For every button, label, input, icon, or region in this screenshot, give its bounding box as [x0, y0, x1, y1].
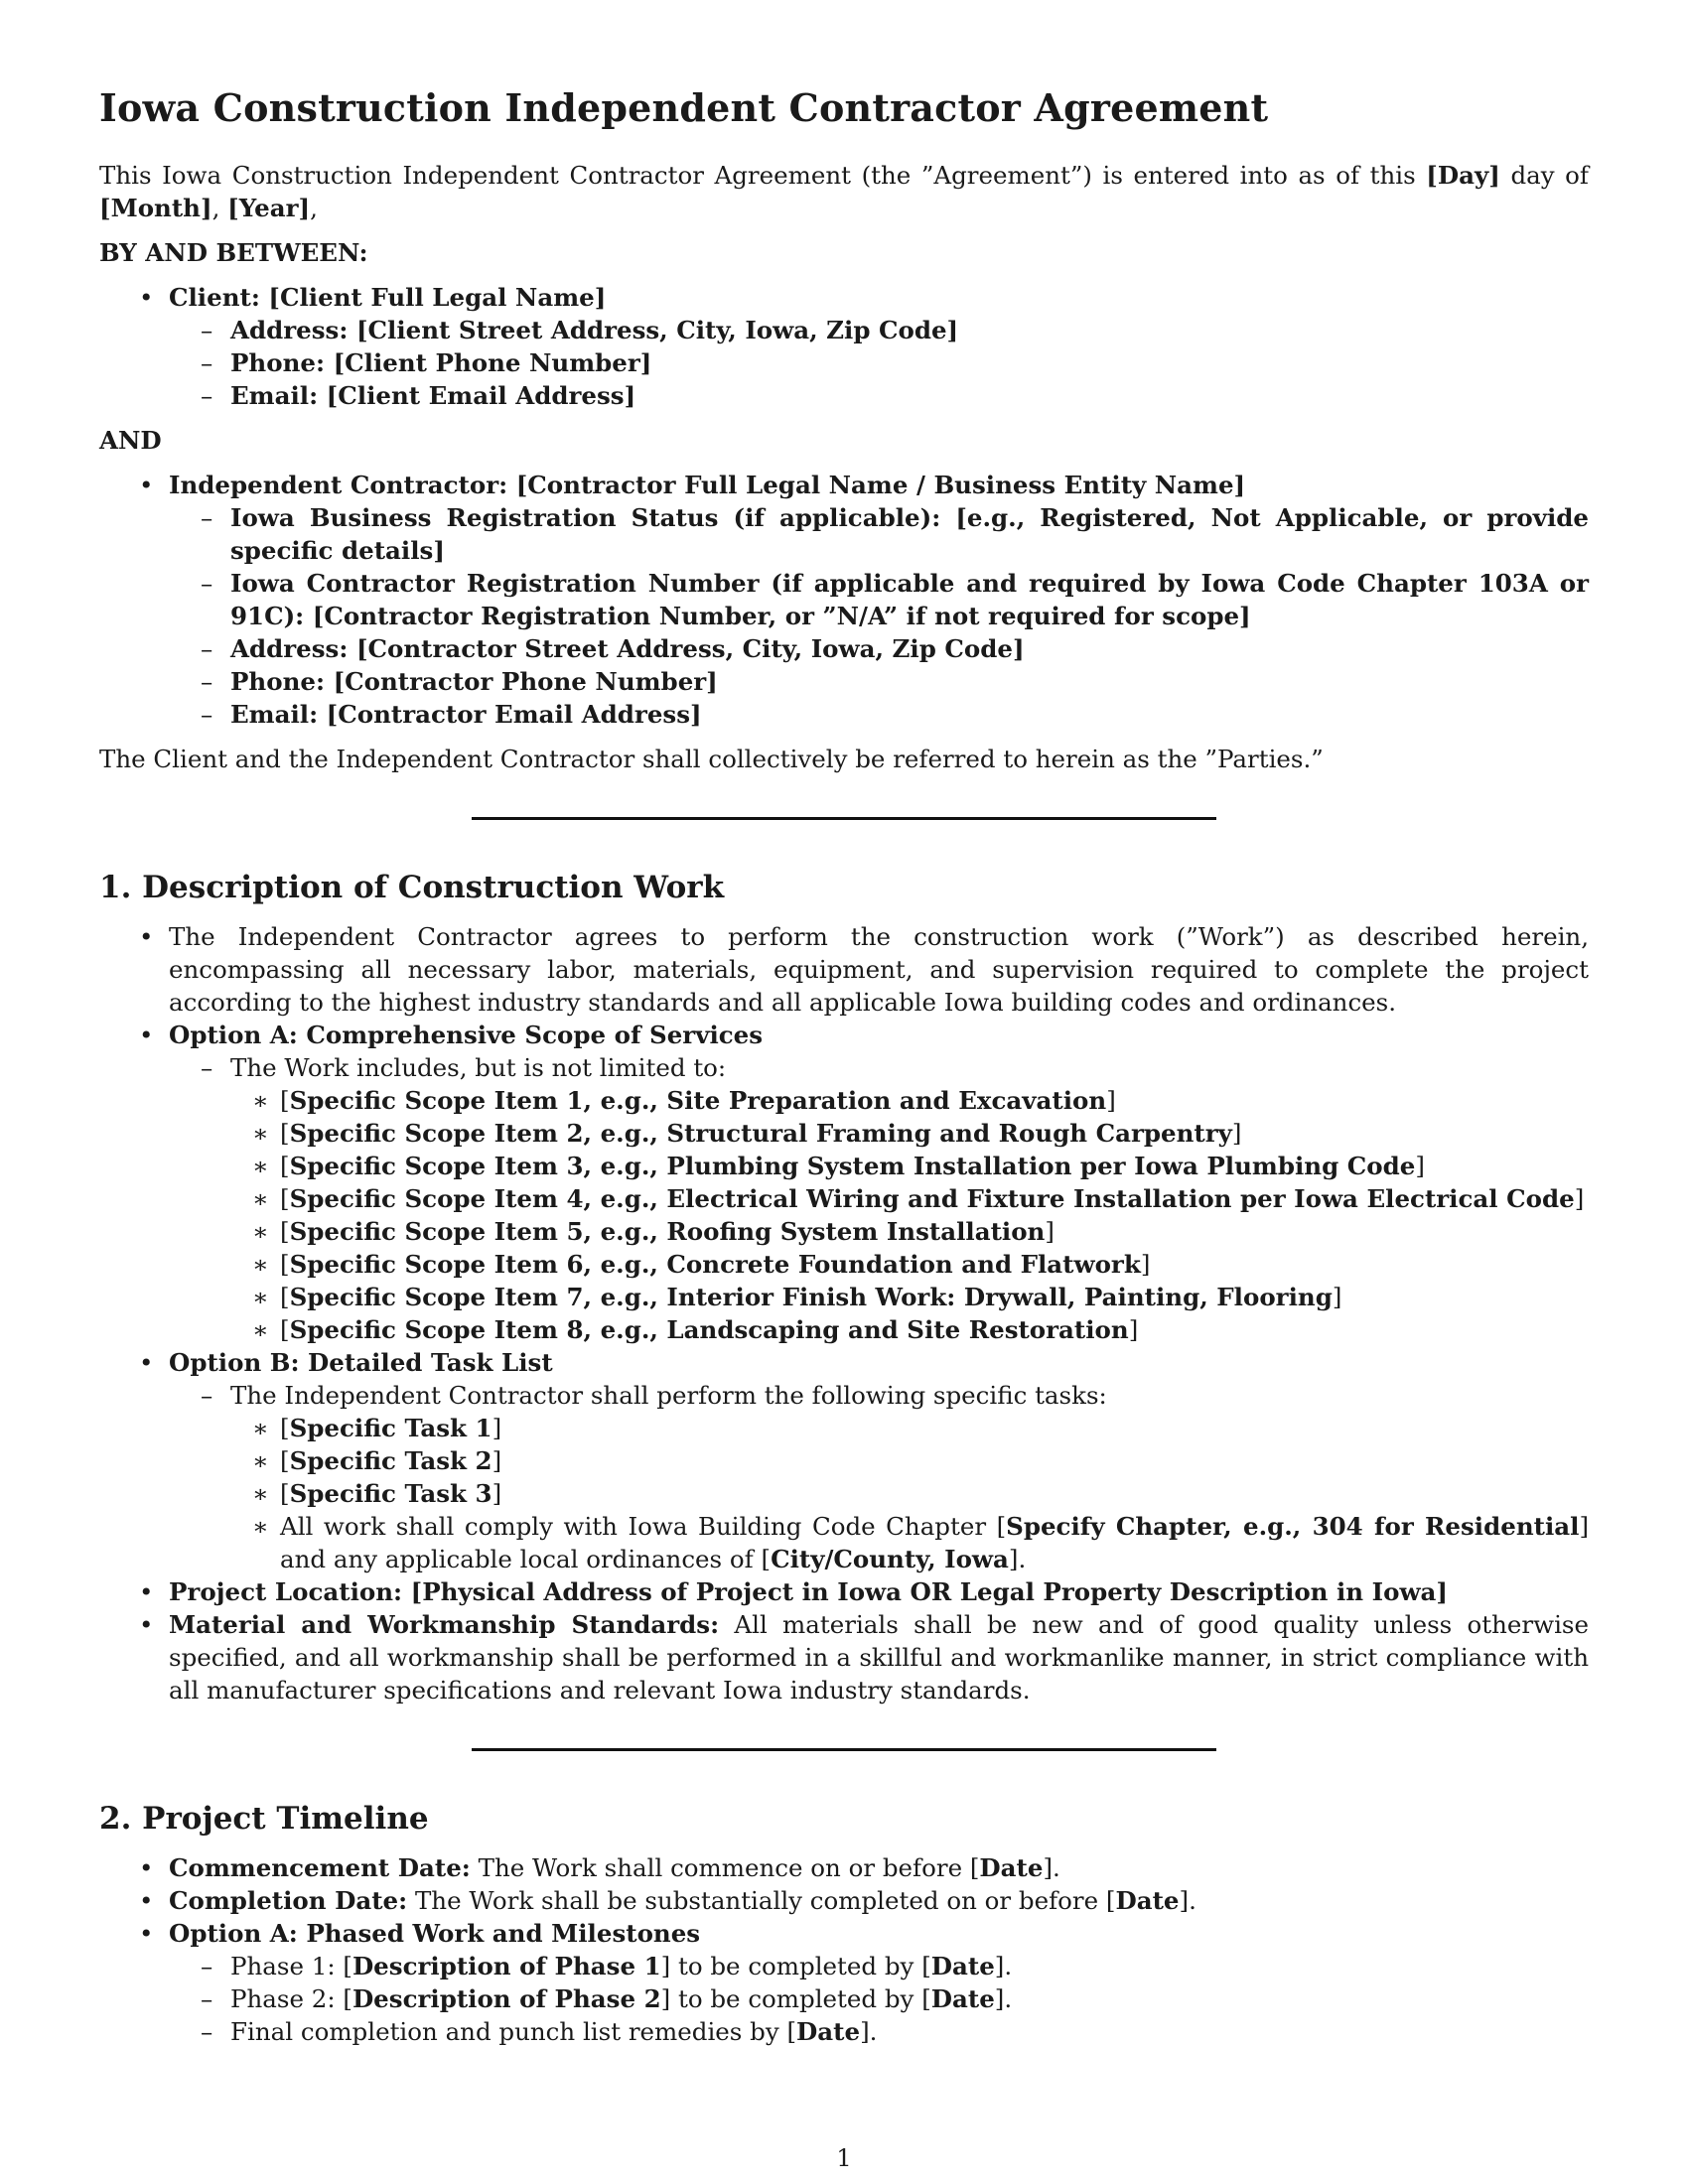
client-address: – Address: [Client Street Address, City, Iowa, Zip Code]: [169, 314, 1589, 346]
work-description: • The Independent Contractor agrees to perform the construction work (”Work”) as described herein, encompassing all necessary labor, materials, equipment, and supervision required to complete the project according to the highest industry standards and all applicable Iowa building codes and ordinances.: [99, 920, 1589, 1019]
by-and-between-label: BY AND BETWEEN:: [99, 237, 368, 267]
scope-item: ∗ [Specific Scope Item 8, e.g., Landscaping and Site Restoration]: [230, 1313, 1589, 1346]
contractor-email: – Email: [Contractor Email Address]: [169, 698, 1589, 731]
option-b-tasks: • Option B: Detailed Task List – The Independent Contractor shall perform the following specific tasks: ∗ [Specific Task 1] ∗ [Specific Task 2] ∗ [Specific Task 3] ∗ All work shall comply with Iowa Building Code Chapter [Specify Chapter, e.g., 304 for Residential] and any applicable local ordinances of [City/County, Iowa].: [99, 1346, 1589, 1575]
section-divider: [472, 1748, 1216, 1751]
section-divider: [472, 817, 1216, 820]
scope-item: ∗ [Specific Scope Item 6, e.g., Concrete Foundation and Flatwork]: [230, 1248, 1589, 1281]
contractor-list: [99, 469, 1589, 731]
option-a-lead: – The Work includes, but is not limited to: ∗ [Specific Scope Item 1, e.g., Site Preparation and Excavation] ∗ [Specific Scope Item 2, e.g., Structural Framing and Rough Carpentry] ∗ [Specific Scope Item 3, e.g., Plumbing System Installation per Iowa Plumbing Code] ∗ [Specific Scope Item 4, e.g., Electrical Wiring and Fixture Installation per Iowa Electrical Code] ∗ [Specific Scope Item 5, e.g., Roofing System Installation] ∗ [Specific Scope Item 6, e.g., Concrete Foundation and Flatwork] ∗ [Specific Scope Item 7, e.g., Interior Finish Work: Drywall, Painting, Flooring] ∗ [Specific Scope Item 8, e.g., Landscaping and Site Restoration]: [169, 1051, 1589, 1346]
section-1-heading: 1. Description of Construction Work: [99, 869, 725, 905]
client-email: – Email: [Client Email Address]: [169, 379, 1589, 412]
phase-2: – Phase 2: [Description of Phase 2] to be completed by [Date].: [169, 1982, 1589, 2015]
phase-list: [169, 1950, 1589, 2048]
phase-1: – Phase 1: [Description of Phase 1] to be completed by [Date].: [169, 1950, 1589, 1982]
contractor-details: [169, 501, 1589, 731]
final-completion: – Final completion and punch list remedies by [Date].: [169, 2015, 1589, 2048]
phased-work: • Option A: Phased Work and Milestones – Phase 1: [Description of Phase 1] to be completed by [Date]. – Phase 2: [Description of Phase 2] to be completed by [Date]. – Final completion and punch list remedies by [Date].: [99, 1917, 1589, 2048]
contractor-phone: – Phone: [Contractor Phone Number]: [169, 665, 1589, 698]
client-list: [99, 281, 1589, 412]
commencement-date: • Commencement Date: The Work shall commence on or before [Date].: [99, 1851, 1589, 1884]
document-page: [99, 85, 1589, 2060]
intro-paragraph: This Iowa Construction Independent Contractor Agreement (the ”Agreement”) is entered into as of this [Day] day of [Month], [Year],: [99, 160, 1589, 222]
scope-items: [230, 1084, 1589, 1346]
contractor-item: • Independent Contractor: [Contractor Full Legal Name / Business Entity Name] – Iowa Business Registration Status (if applicable): [e.g., Registered, Not Applicable, or provide specific details] – Iowa Contractor Registration Number (if applicable and required by Iowa Code Chapter 103A or 91C): [Contractor Registration Number, or ”N/A” if not required for scope] – Address: [Contractor Street Address, City, Iowa, Zip Code] – Phone: [Contractor Phone Number] – Email: [Contractor Email Address]: [99, 469, 1589, 731]
section-2-list: [99, 1851, 1589, 2048]
section-2-heading: 2. Project Timeline: [99, 1800, 429, 1837]
code-compliance-item: ∗ All work shall comply with Iowa Building Code Chapter [Specify Chapter, e.g., 304 for Residential] and any applicable local ordinances of [City/County, Iowa].: [230, 1510, 1589, 1575]
client-phone: – Phone: [Client Phone Number]: [169, 346, 1589, 379]
task-items: [230, 1412, 1589, 1575]
task-item: ∗ [Specific Task 1]: [230, 1412, 1589, 1444]
document-title: Iowa Construction Independent Contractor Agreement: [99, 85, 1269, 130]
completion-date: • Completion Date: The Work shall be substantially completed on or before [Date].: [99, 1884, 1589, 1917]
scope-item: ∗ [Specific Scope Item 7, e.g., Interior Finish Work: Drywall, Painting, Flooring]: [230, 1281, 1589, 1313]
client-details: [169, 314, 1589, 412]
project-location: • Project Location: [Physical Address of Project in Iowa OR Legal Property Description in Iowa]: [99, 1575, 1589, 1608]
contractor-address: – Address: [Contractor Street Address, City, Iowa, Zip Code]: [169, 632, 1589, 665]
option-a-scope: • Option A: Comprehensive Scope of Services – The Work includes, but is not limited to: ∗ [Specific Scope Item 1, e.g., Site Preparation and Excavation] ∗ [Specific Scope Item 2, e.g., Structural Framing and Rough Carpentry] ∗ [Specific Scope Item 3, e.g., Plumbing System Installation per Iowa Plumbing Code] ∗ [Specific Scope Item 4, e.g., Electrical Wiring and Fixture Installation per Iowa Electrical Code] ∗ [Specific Scope Item 5, e.g., Roofing System Installation] ∗ [Specific Scope Item 6, e.g., Concrete Foundation and Flatwork] ∗ [Specific Scope Item 7, e.g., Interior Finish Work: Drywall, Painting, Flooring] ∗ [Specific Scope Item 8, e.g., Landscaping and Site Restoration]: [99, 1019, 1589, 1346]
contractor-registration-number: – Iowa Contractor Registration Number (if applicable and required by Iowa Code Chapter 103A or 91C): [Contractor Registration Number, or ”N/A” if not required for scope]: [169, 567, 1589, 632]
client-item: • Client: [Client Full Legal Name] – Address: [Client Street Address, City, Iowa, Zip Code] – Phone: [Client Phone Number] – Email: [Client Email Address]: [99, 281, 1589, 412]
and-label: AND: [99, 425, 162, 455]
option-b-lead: – The Independent Contractor shall perform the following specific tasks: ∗ [Specific Task 1] ∗ [Specific Task 2] ∗ [Specific Task 3] ∗ All work shall comply with Iowa Building Code Chapter [Specify Chapter, e.g., 304 for Residential] and any applicable local ordinances of [City/County, Iowa].: [169, 1379, 1589, 1575]
contractor-business-registration: – Iowa Business Registration Status (if applicable): [e.g., Registered, Not Applicable, or provide specific details]: [169, 501, 1589, 567]
section-1-list: [99, 920, 1589, 1706]
option-b-sublist: [169, 1379, 1589, 1575]
scope-item: ∗ [Specific Scope Item 4, e.g., Electrical Wiring and Fixture Installation per Iowa Electrical Code]: [230, 1182, 1589, 1215]
option-a-sublist: [169, 1051, 1589, 1346]
task-item: ∗ [Specific Task 3]: [230, 1477, 1589, 1510]
page-number: 1: [836, 2144, 852, 2172]
scope-item: ∗ [Specific Scope Item 5, e.g., Roofing System Installation]: [230, 1215, 1589, 1248]
task-item: ∗ [Specific Task 2]: [230, 1444, 1589, 1477]
scope-item: ∗ [Specific Scope Item 2, e.g., Structural Framing and Rough Carpentry]: [230, 1117, 1589, 1150]
workmanship-standards: • Material and Workmanship Standards: All materials shall be new and of good quality unless otherwise specified, and all workmanship shall be performed in a skillful and workmanlike manner, in strict compliance with all manufacturer specifications and relevant Iowa industry standards.: [99, 1608, 1589, 1706]
parties-paragraph: The Client and the Independent Contractor shall collectively be referred to herein as the ”Parties.”: [99, 744, 1324, 773]
scope-item: ∗ [Specific Scope Item 3, e.g., Plumbing System Installation per Iowa Plumbing Code]: [230, 1150, 1589, 1182]
scope-item: ∗ [Specific Scope Item 1, e.g., Site Preparation and Excavation]: [230, 1084, 1589, 1117]
